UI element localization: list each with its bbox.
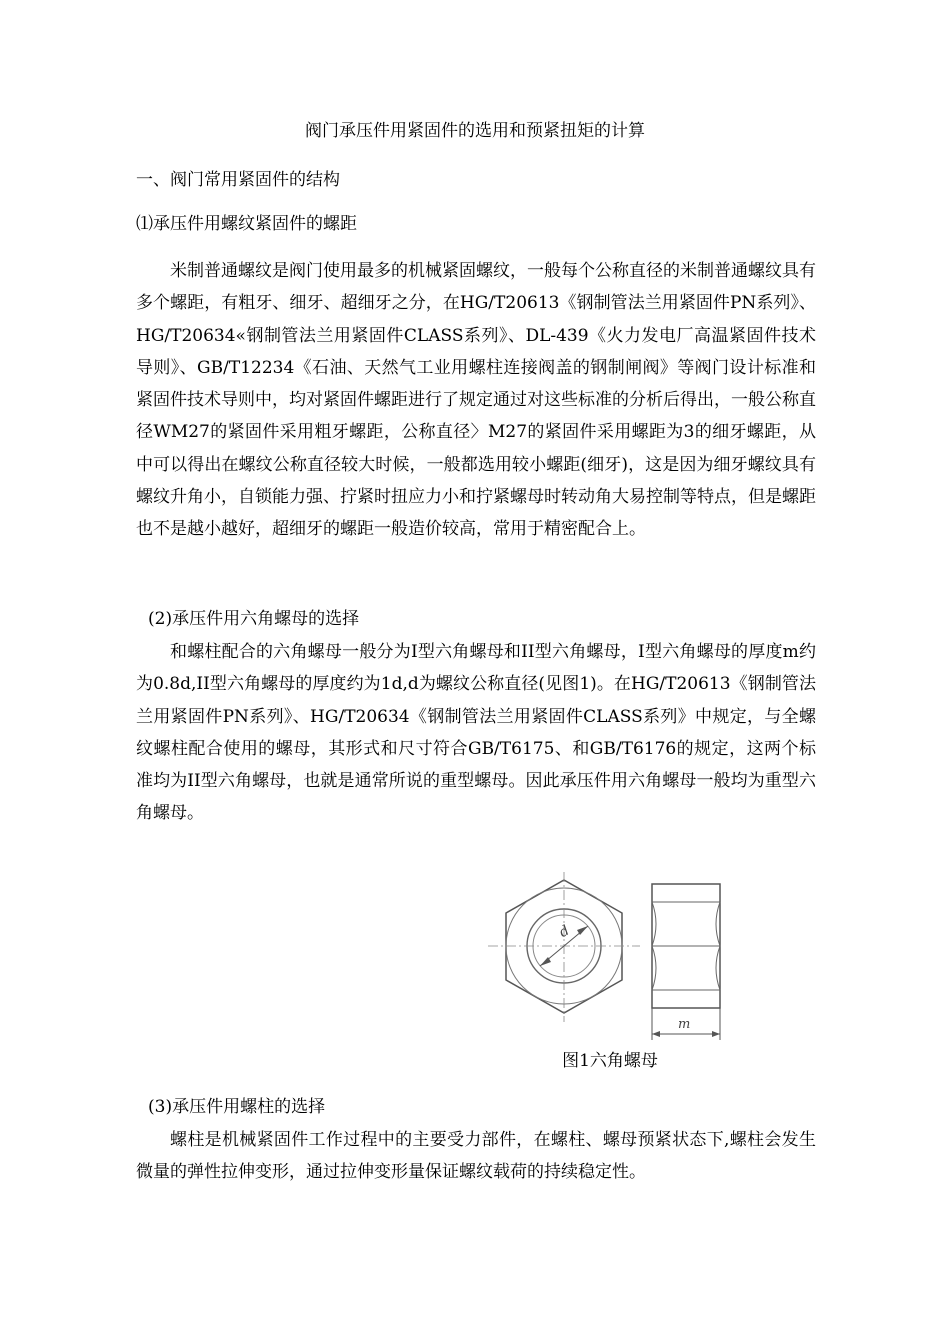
section-heading-1: 一、阀门常用紧固件的结构 xyxy=(136,170,340,190)
thickness-label: m xyxy=(678,1017,691,1032)
diameter-label: d xyxy=(556,922,573,941)
paragraph-thread-pitch: 米制普通螺纹是阀门使用最多的机械紧固螺纹，一般每个公称直径的米制普通螺纹具有多个螺距，有粗牙、细牙、超细牙之分，在HG/T20613《钢制管法兰用紧固件PN系列》、HG/T20634«钢制管法兰用紧固件CLASS系列》、DL-439《火力发电厂高温紧固件技术导则》、GB/T12234《石油、天然气工业用螺柱连接阀盖的钢制闸阀》等阀门设计标准和紧固件技术导则中，均对紧固件螺距进行了规定通过对这些标准的分析后得出，一般公称直径WM27的紧固件采用粗牙螺距，公称直径〉M27的紧固件采用螺距为3的细牙螺距，从中可以得出在螺纹公称直径较大时候，一般都选用较小螺距(细牙)，这是因为细牙螺纹具有螺纹升角小，自锁能力强、拧紧时扭应力小和拧紧螺母时转动角大易控制等特点，但是螺距也不是越小越好，超细牙的螺距一般造价较高，常用于精密配合上。 xyxy=(136,261,816,540)
subsection-heading-2: (2)承压件用六角螺母的选择 xyxy=(148,609,360,629)
paragraph-stud: 螺柱是机械紧固件工作过程中的主要受力部件，在螺柱、螺母预紧状态下,螺柱会发生微量的弹性拉伸变形，通过拉伸变形量保证螺纹载荷的持续稳定性。 xyxy=(136,1130,816,1183)
figure-caption: 图1六角螺母 xyxy=(562,1051,658,1071)
subsection-heading-1: ⑴承压件用螺纹紧固件的螺距 xyxy=(136,214,357,234)
paragraph-hex-nut: 和螺柱配合的六角螺母一般分为I型六角螺母和II型六角螺母，I型六角螺母的厚度m约为0.8d,II型六角螺母的厚度约为1d,d为螺纹公称直径(见图1)。在HG/T20613《钢制管法兰用紧固件PN系列》、HG/T20634《钢制管法兰用紧固件CLASS系列》中规定，与全螺纹螺柱配合使用的螺母，其形式和尺寸符合GB/T6175、和GB/T6176的规定，这两个标准均为II型六角螺母，也就是通常所说的重型螺母。因此承压件用六角螺母一般均为重型六角螺母。 xyxy=(136,642,816,824)
document-title: 阀门承压件用紧固件的选用和预紧扭矩的计算 xyxy=(305,121,645,141)
hex-nut-figure xyxy=(480,870,740,1050)
subsection-heading-3: (3)承压件用螺柱的选择 xyxy=(148,1097,326,1117)
